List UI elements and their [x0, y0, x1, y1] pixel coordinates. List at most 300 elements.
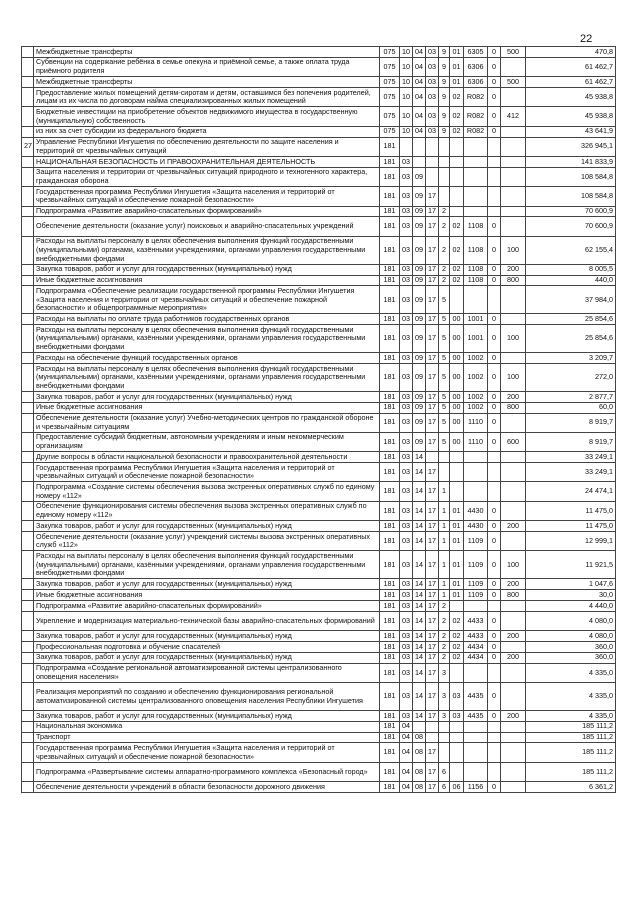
row-number-cell	[22, 532, 34, 551]
program-code-cell: 17	[426, 601, 439, 612]
direction-code-cell: R082	[464, 107, 488, 126]
subprogram-code-cell	[439, 743, 450, 762]
section-code-cell: 03	[400, 413, 413, 432]
expense-type-cell	[501, 732, 526, 743]
subprogram-code-cell: 2	[439, 264, 450, 275]
grbs-code-cell: 181	[380, 325, 400, 353]
table-row	[22, 314, 616, 325]
section-code-cell: 03	[400, 236, 413, 264]
subprogram-code-cell: 9	[439, 126, 450, 137]
expense-type-cell	[501, 532, 526, 551]
expense-type-cell: 800	[501, 402, 526, 413]
measure-code-cell	[450, 721, 464, 732]
grbs-code-cell: 075	[380, 126, 400, 137]
program-code-cell: 03	[426, 87, 439, 106]
amount-cell: 11 475,0	[526, 501, 616, 520]
subprogram-code-cell: 5	[439, 363, 450, 391]
row-number-cell	[22, 743, 34, 762]
subprogram-code-cell: 1	[439, 521, 450, 532]
row-number-cell	[22, 652, 34, 663]
row-name-cell: Обеспечение функционирования системы обеспечения вызова экстренных оперативных служб по единому номеру «112»	[34, 501, 380, 520]
subsection-code-cell: 14	[413, 579, 426, 590]
amount-cell: 11 475,0	[526, 521, 616, 532]
measure-code-cell	[450, 482, 464, 501]
expense-type-cell	[501, 156, 526, 167]
table-row	[22, 57, 616, 76]
amount-cell: 185 111,2	[526, 721, 616, 732]
direction-code-cell	[464, 156, 488, 167]
measure-code-cell	[450, 743, 464, 762]
direction-code-cell	[464, 663, 488, 682]
subprogram-code-cell: 2	[439, 206, 450, 217]
expense-type-cell: 200	[501, 264, 526, 275]
expense-type-cell: 412	[501, 107, 526, 126]
row-name-cell: Реализация мероприятий по созданию и обеспечению функционирования региональной автоматизированной системы централизованного оповещения населения Республики Ингушетия	[34, 683, 380, 711]
subsection-code-cell: 04	[413, 77, 426, 88]
measure-code-cell: 00	[450, 363, 464, 391]
amount-cell: 141 833,9	[526, 156, 616, 167]
grbs-code-cell: 181	[380, 590, 400, 601]
subprogram-code-cell: 2	[439, 642, 450, 653]
program-code-cell: 17	[426, 432, 439, 451]
row-name-cell: Обеспечение деятельности (оказание услуг) поисковых и аварийно-спасательных учреждений	[34, 217, 380, 236]
section-code-cell: 03	[400, 521, 413, 532]
program-code-cell	[426, 137, 439, 156]
table-row	[22, 721, 616, 732]
expense-type-cell: 800	[501, 275, 526, 286]
grbs-code-cell: 181	[380, 206, 400, 217]
subprogram-code-cell	[439, 463, 450, 482]
direction-code-cell: 1002	[464, 363, 488, 391]
subprogram-code-cell: 1	[439, 501, 450, 520]
subprogram-code-cell: 6	[439, 782, 450, 793]
row-name-cell: Закупка товаров, работ и услуг для государственных (муниципальных) нужд	[34, 631, 380, 642]
table-row	[22, 601, 616, 612]
expense-type-cell: 100	[501, 236, 526, 264]
expense-type-cell: 100	[501, 551, 526, 579]
expense-type-cell	[501, 187, 526, 206]
table-row	[22, 206, 616, 217]
direction-code-cell	[464, 206, 488, 217]
zero-code-cell: 0	[488, 579, 501, 590]
table-row	[22, 236, 616, 264]
direction-code-cell: 1108	[464, 275, 488, 286]
direction-code-cell: 4434	[464, 642, 488, 653]
subprogram-code-cell: 5	[439, 286, 450, 314]
subprogram-code-cell: 2	[439, 236, 450, 264]
row-number-cell	[22, 732, 34, 743]
expense-type-cell	[501, 126, 526, 137]
program-code-cell: 17	[426, 314, 439, 325]
row-number-cell	[22, 551, 34, 579]
program-code-cell: 17	[426, 363, 439, 391]
expense-type-cell	[501, 137, 526, 156]
zero-code-cell: 0	[488, 314, 501, 325]
program-code-cell: 03	[426, 57, 439, 76]
subprogram-code-cell: 5	[439, 413, 450, 432]
measure-code-cell: 01	[450, 77, 464, 88]
program-code-cell: 17	[426, 187, 439, 206]
amount-cell: 12 999,1	[526, 532, 616, 551]
program-code-cell: 17	[426, 236, 439, 264]
program-code-cell	[426, 167, 439, 186]
expense-type-cell	[501, 286, 526, 314]
zero-code-cell: 0	[488, 631, 501, 642]
zero-code-cell: 0	[488, 264, 501, 275]
direction-code-cell: 1108	[464, 236, 488, 264]
row-name-cell: Обеспечение деятельности (оказание услуг) учреждений системы вызова экстренных оперативных служб «112»	[34, 532, 380, 551]
amount-cell: 61 462,7	[526, 77, 616, 88]
subsection-code-cell: 08	[413, 762, 426, 781]
section-code-cell: 03	[400, 275, 413, 286]
direction-code-cell: 4435	[464, 683, 488, 711]
measure-code-cell: 01	[450, 532, 464, 551]
program-code-cell: 17	[426, 501, 439, 520]
table-row	[22, 275, 616, 286]
table-row	[22, 482, 616, 501]
expense-type-cell	[501, 642, 526, 653]
row-number-cell	[22, 47, 34, 58]
zero-code-cell	[488, 601, 501, 612]
table-row	[22, 590, 616, 601]
row-number-cell	[22, 642, 34, 653]
grbs-code-cell: 181	[380, 551, 400, 579]
program-code-cell	[426, 721, 439, 732]
program-code-cell: 17	[426, 286, 439, 314]
grbs-code-cell: 181	[380, 187, 400, 206]
direction-code-cell: 1002	[464, 402, 488, 413]
section-code-cell: 04	[400, 782, 413, 793]
program-code-cell: 03	[426, 126, 439, 137]
zero-code-cell	[488, 137, 501, 156]
measure-code-cell: 01	[450, 579, 464, 590]
row-number-cell	[22, 521, 34, 532]
amount-cell: 272,0	[526, 363, 616, 391]
zero-code-cell: 0	[488, 782, 501, 793]
table-row	[22, 711, 616, 722]
direction-code-cell: 6306	[464, 57, 488, 76]
row-name-cell: Расходы на выплаты персоналу в целях обеспечения выполнения функций государственными (муниципальными) органами, казёнными учреждениями, органами управления государственными внебюджетными фондами	[34, 325, 380, 353]
zero-code-cell	[488, 663, 501, 682]
table-row	[22, 107, 616, 126]
program-code-cell: 17	[426, 353, 439, 364]
direction-code-cell: 6306	[464, 77, 488, 88]
section-code-cell: 03	[400, 532, 413, 551]
row-number-cell	[22, 167, 34, 186]
program-code-cell: 03	[426, 47, 439, 58]
grbs-code-cell: 181	[380, 631, 400, 642]
table-row	[22, 463, 616, 482]
section-code-cell: 10	[400, 47, 413, 58]
section-code-cell: 03	[400, 206, 413, 217]
subsection-code-cell: 09	[413, 167, 426, 186]
amount-cell: 185 111,2	[526, 743, 616, 762]
amount-cell: 8 919,7	[526, 413, 616, 432]
measure-code-cell: 00	[450, 353, 464, 364]
row-number-cell	[22, 413, 34, 432]
program-code-cell: 17	[426, 611, 439, 630]
amount-cell: 4 080,0	[526, 611, 616, 630]
direction-code-cell	[464, 137, 488, 156]
program-code-cell: 17	[426, 642, 439, 653]
measure-code-cell: 02	[450, 107, 464, 126]
subprogram-code-cell: 9	[439, 87, 450, 106]
measure-code-cell: 02	[450, 642, 464, 653]
program-code-cell: 03	[426, 77, 439, 88]
program-code-cell: 17	[426, 413, 439, 432]
program-code-cell: 17	[426, 762, 439, 781]
subprogram-code-cell: 2	[439, 652, 450, 663]
row-number-cell	[22, 264, 34, 275]
row-name-cell: Подпрограмма «Создание региональной автоматизированной системы централизованного оповещения населения»	[34, 663, 380, 682]
measure-code-cell: 02	[450, 264, 464, 275]
subprogram-code-cell: 9	[439, 77, 450, 88]
direction-code-cell: 1002	[464, 353, 488, 364]
subprogram-code-cell: 1	[439, 590, 450, 601]
zero-code-cell: 0	[488, 642, 501, 653]
grbs-code-cell: 181	[380, 167, 400, 186]
table-row	[22, 743, 616, 762]
row-name-cell: Укрепление и модернизация материально-технической базы аварийно-спасательных формирований	[34, 611, 380, 630]
subsection-code-cell: 09	[413, 187, 426, 206]
amount-cell: 4 335,0	[526, 711, 616, 722]
program-code-cell: 17	[426, 264, 439, 275]
zero-code-cell: 0	[488, 47, 501, 58]
row-name-cell: Защита населения и территории от чрезвычайных ситуаций природного и техногенного характера, гражданская оборона	[34, 167, 380, 186]
subprogram-code-cell: 1	[439, 551, 450, 579]
zero-code-cell: 0	[488, 432, 501, 451]
grbs-code-cell: 181	[380, 463, 400, 482]
row-number-cell	[22, 217, 34, 236]
grbs-code-cell: 181	[380, 275, 400, 286]
row-number-cell	[22, 107, 34, 126]
measure-code-cell: 03	[450, 683, 464, 711]
row-number-cell: 27	[22, 137, 34, 156]
subsection-code-cell: 14	[413, 482, 426, 501]
subprogram-code-cell: 5	[439, 314, 450, 325]
grbs-code-cell: 181	[380, 217, 400, 236]
direction-code-cell: 4433	[464, 611, 488, 630]
amount-cell: 3 209,7	[526, 353, 616, 364]
measure-code-cell	[450, 156, 464, 167]
subprogram-code-cell	[439, 167, 450, 186]
expense-type-cell: 200	[501, 521, 526, 532]
measure-code-cell	[450, 286, 464, 314]
row-name-cell: Подпрограмма «Развитие аварийно-спасательных формирований»	[34, 601, 380, 612]
table-row	[22, 286, 616, 314]
section-code-cell: 03	[400, 187, 413, 206]
measure-code-cell	[450, 732, 464, 743]
direction-code-cell: 1109	[464, 579, 488, 590]
subprogram-code-cell: 2	[439, 217, 450, 236]
grbs-code-cell: 181	[380, 732, 400, 743]
subprogram-code-cell: 3	[439, 663, 450, 682]
measure-code-cell: 01	[450, 521, 464, 532]
row-name-cell: Межбюджетные трансферты	[34, 77, 380, 88]
row-name-cell: Расходы на выплаты по оплате труда работников государственных органов	[34, 314, 380, 325]
program-code-cell: 17	[426, 521, 439, 532]
measure-code-cell: 02	[450, 275, 464, 286]
subsection-code-cell: 14	[413, 631, 426, 642]
zero-code-cell	[488, 732, 501, 743]
row-name-cell: Закупка товаров, работ и услуг для государственных (муниципальных) нужд	[34, 264, 380, 275]
subprogram-code-cell: 5	[439, 402, 450, 413]
table-row	[22, 652, 616, 663]
grbs-code-cell: 075	[380, 57, 400, 76]
section-code-cell: 03	[400, 167, 413, 186]
section-code-cell: 03	[400, 611, 413, 630]
direction-code-cell	[464, 732, 488, 743]
row-number-cell	[22, 325, 34, 353]
zero-code-cell	[488, 187, 501, 206]
row-name-cell: Закупка товаров, работ и услуг для государственных (муниципальных) нужд	[34, 579, 380, 590]
row-name-cell: Расходы на выплаты персоналу в целях обеспечения выполнения функций государственными (муниципальными) органами, казёнными учреждениями, органами управления государственными внебюджетными фондами	[34, 551, 380, 579]
subsection-code-cell: 14	[413, 642, 426, 653]
section-code-cell: 03	[400, 452, 413, 463]
section-code-cell: 03	[400, 402, 413, 413]
row-number-cell	[22, 663, 34, 682]
amount-cell: 25 854,6	[526, 325, 616, 353]
row-name-cell: Государственная программа Республики Ингушетия «Защита населения и территорий от чрезвычайных ситуаций и обеспечение пожарной безопасности»	[34, 463, 380, 482]
section-code-cell: 03	[400, 482, 413, 501]
row-number-cell	[22, 601, 34, 612]
grbs-code-cell: 181	[380, 501, 400, 520]
subsection-code-cell: 14	[413, 463, 426, 482]
subprogram-code-cell: 1	[439, 579, 450, 590]
program-code-cell: 17	[426, 711, 439, 722]
grbs-code-cell: 181	[380, 762, 400, 781]
table-row	[22, 642, 616, 653]
amount-cell: 24 474,1	[526, 482, 616, 501]
amount-cell: 470,8	[526, 47, 616, 58]
section-code-cell: 03	[400, 156, 413, 167]
section-code-cell: 10	[400, 87, 413, 106]
amount-cell: 62 155,4	[526, 236, 616, 264]
zero-code-cell: 0	[488, 57, 501, 76]
section-code-cell: 10	[400, 107, 413, 126]
zero-code-cell: 0	[488, 275, 501, 286]
row-number-cell	[22, 314, 34, 325]
table-row	[22, 325, 616, 353]
amount-cell: 4 440,0	[526, 601, 616, 612]
direction-code-cell: 4430	[464, 501, 488, 520]
subsection-code-cell: 14	[413, 711, 426, 722]
zero-code-cell	[488, 721, 501, 732]
table-row	[22, 156, 616, 167]
measure-code-cell: 00	[450, 391, 464, 402]
grbs-code-cell: 181	[380, 363, 400, 391]
expense-type-cell: 500	[501, 77, 526, 88]
zero-code-cell: 0	[488, 521, 501, 532]
program-code-cell: 17	[426, 325, 439, 353]
subsection-code-cell: 09	[413, 432, 426, 451]
expense-type-cell: 500	[501, 47, 526, 58]
table-row	[22, 391, 616, 402]
table-row	[22, 47, 616, 58]
section-code-cell: 03	[400, 314, 413, 325]
zero-code-cell: 0	[488, 532, 501, 551]
measure-code-cell: 00	[450, 402, 464, 413]
table-row	[22, 167, 616, 186]
direction-code-cell: R082	[464, 126, 488, 137]
subsection-code-cell: 09	[413, 217, 426, 236]
subsection-code-cell	[413, 156, 426, 167]
row-number-cell	[22, 87, 34, 106]
subprogram-code-cell: 2	[439, 275, 450, 286]
grbs-code-cell: 181	[380, 532, 400, 551]
subsection-code-cell: 14	[413, 590, 426, 601]
grbs-code-cell: 181	[380, 663, 400, 682]
row-name-cell: Государственная программа Республики Ингушетия «Защита населения и территорий от чрезвычайных ситуаций и обеспечение пожарной безопасности»	[34, 187, 380, 206]
table-row	[22, 732, 616, 743]
direction-code-cell: 1108	[464, 217, 488, 236]
row-number-cell	[22, 363, 34, 391]
expense-type-cell	[501, 721, 526, 732]
subprogram-code-cell: 2	[439, 601, 450, 612]
amount-cell: 25 854,6	[526, 314, 616, 325]
amount-cell: 70 600,9	[526, 206, 616, 217]
row-name-cell: Профессиональная подготовка и обучение спасателей	[34, 642, 380, 653]
table-row	[22, 187, 616, 206]
measure-code-cell: 01	[450, 551, 464, 579]
grbs-code-cell: 181	[380, 236, 400, 264]
section-code-cell: 04	[400, 762, 413, 781]
grbs-code-cell: 075	[380, 47, 400, 58]
row-number-cell	[22, 482, 34, 501]
subprogram-code-cell	[439, 187, 450, 206]
subsection-code-cell: 09	[413, 325, 426, 353]
direction-code-cell: 1109	[464, 590, 488, 601]
grbs-code-cell: 181	[380, 452, 400, 463]
direction-code-cell: 1110	[464, 413, 488, 432]
row-name-cell: Управление Республики Ингушетия по обеспечению деятельности по защите населения и территорий от чрезвычайных ситуаций	[34, 137, 380, 156]
subprogram-code-cell: 9	[439, 57, 450, 76]
subsection-code-cell: 14	[413, 601, 426, 612]
zero-code-cell: 0	[488, 353, 501, 364]
grbs-code-cell: 181	[380, 611, 400, 630]
zero-code-cell: 0	[488, 107, 501, 126]
subsection-code-cell: 14	[413, 683, 426, 711]
expense-type-cell	[501, 611, 526, 630]
subsection-code-cell: 09	[413, 314, 426, 325]
direction-code-cell	[464, 721, 488, 732]
amount-cell: 43 641,9	[526, 126, 616, 137]
subsection-code-cell: 08	[413, 732, 426, 743]
section-code-cell: 03	[400, 642, 413, 653]
amount-cell: 8 919,7	[526, 432, 616, 451]
measure-code-cell: 00	[450, 413, 464, 432]
subsection-code-cell: 14	[413, 663, 426, 682]
row-number-cell	[22, 721, 34, 732]
table-row	[22, 521, 616, 532]
program-code-cell: 17	[426, 663, 439, 682]
zero-code-cell: 0	[488, 363, 501, 391]
row-number-cell	[22, 711, 34, 722]
zero-code-cell	[488, 206, 501, 217]
section-code-cell: 03	[400, 711, 413, 722]
row-name-cell: Предоставление субсидий бюджетным, автономным учреждениям и иным некоммерческим организациям	[34, 432, 380, 451]
subsection-code-cell: 14	[413, 652, 426, 663]
expense-type-cell: 100	[501, 363, 526, 391]
direction-code-cell	[464, 482, 488, 501]
measure-code-cell: 00	[450, 432, 464, 451]
row-number-cell	[22, 275, 34, 286]
measure-code-cell	[450, 463, 464, 482]
measure-code-cell	[450, 601, 464, 612]
expense-type-cell	[501, 482, 526, 501]
measure-code-cell: 03	[450, 711, 464, 722]
amount-cell: 360,0	[526, 652, 616, 663]
